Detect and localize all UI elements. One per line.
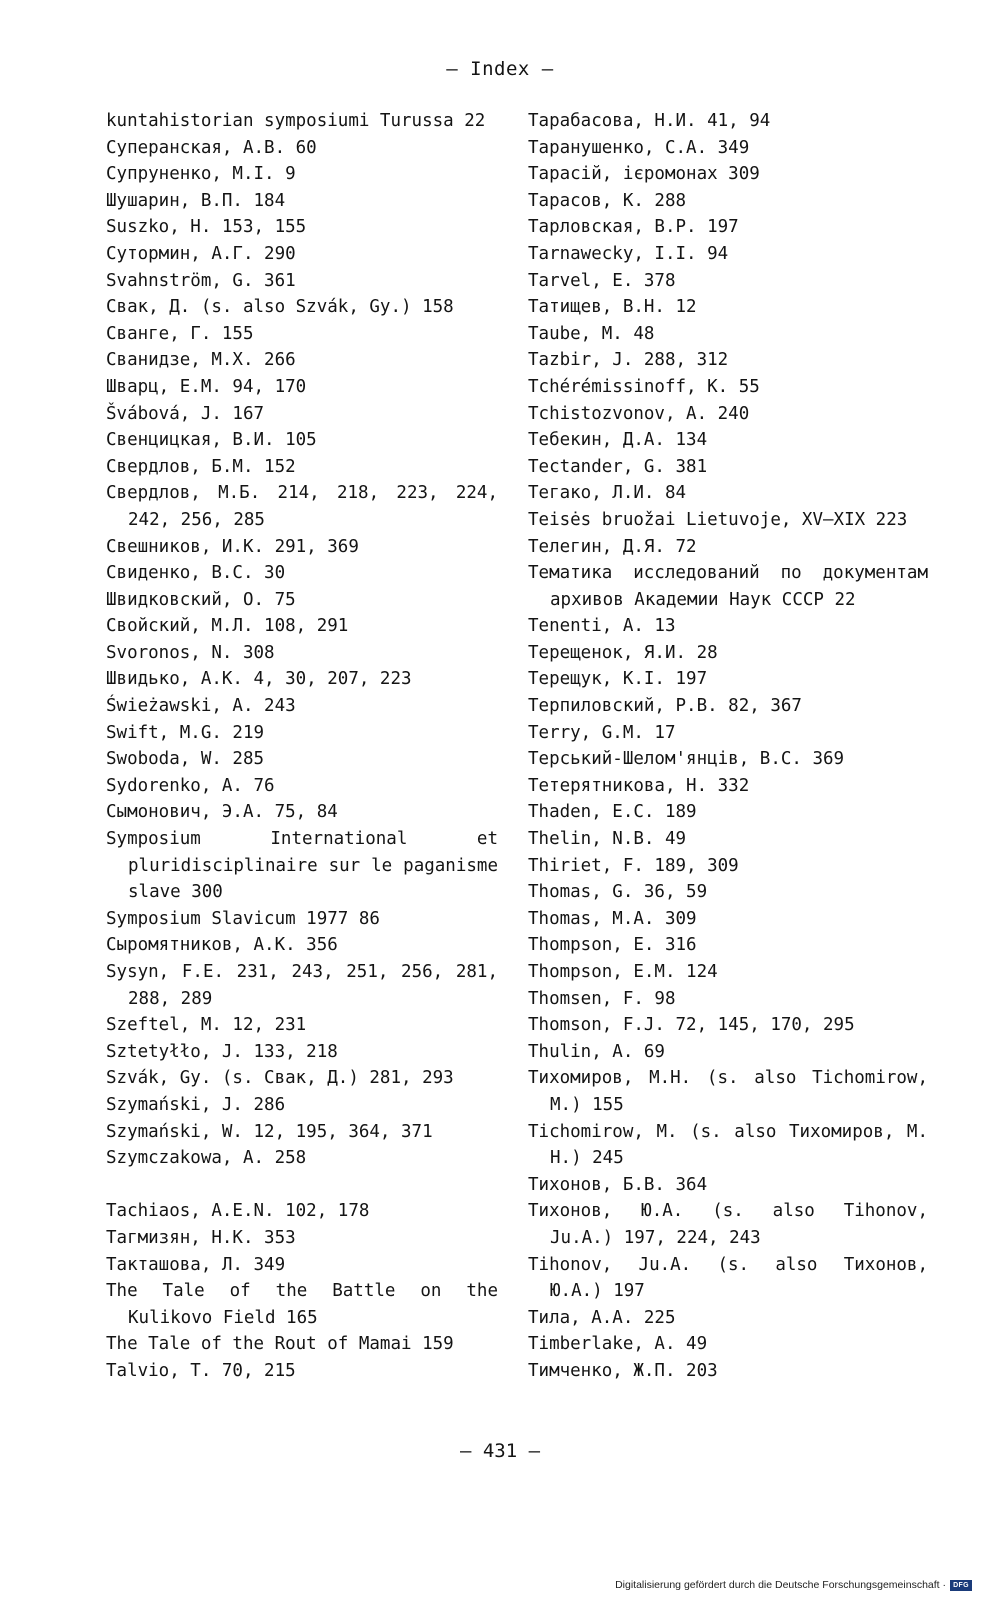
index-entry: Swoboda, W. 285 bbox=[106, 749, 265, 770]
index-entry: Szvák, Gy. (s. Свак, Д.) 281, 293 bbox=[106, 1068, 454, 1089]
index-entry: Тегако, Л.И. 84 bbox=[528, 483, 687, 504]
index-entry: Tchérémissinoff, K. 55 bbox=[528, 376, 760, 397]
page-number: – 431 – bbox=[459, 1440, 541, 1462]
index-entry: Терещук, К.I. 197 bbox=[528, 669, 708, 690]
index-entry: Сванидзе, М.Х. 266 bbox=[106, 350, 296, 371]
index-entry: Тарасій, ієромонах 309 bbox=[528, 164, 760, 185]
index-entry: Sydorenko, A. 76 bbox=[106, 775, 275, 796]
index-entry: Thompson, E.M. 124 bbox=[528, 962, 718, 982]
index-entry: Тихомиров, М.Н. (s. also Tichomirow, M.) 155 bbox=[528, 1068, 928, 1115]
index-entry: Тематика исследований по документам архивов Академии Наук СССР 22 bbox=[528, 563, 928, 610]
index-entry: Свердлов, М.Б. 214, 218, 223, 224, 242, 256, 285 bbox=[106, 483, 498, 530]
index-entry: Тарасов, К. 288 bbox=[528, 190, 687, 211]
index-entry: Szeftel, M. 12, 231 bbox=[106, 1015, 307, 1036]
index-entry: Сутормин, А.Г. 290 bbox=[106, 243, 296, 264]
index-entry: Таранушенко, С.А. 349 bbox=[528, 137, 750, 158]
index-entry: Тихонов, Ю.А. (s. also Tihonov, Ju.A.) 197, 224, 243 bbox=[528, 1201, 928, 1248]
funder-text: Digitalisierung gefördert durch die Deutsche Forschungsgemeinschaft · bbox=[615, 1579, 946, 1591]
index-entry: Thomas, G. 36, 59 bbox=[528, 882, 708, 903]
index-entry: Тихонов, Б.В. 364 bbox=[528, 1174, 708, 1195]
index-entry: Тагмизян, Н.К. 353 bbox=[106, 1227, 296, 1248]
index-entry: Tarvel, E. 378 bbox=[528, 270, 676, 291]
index-entry: Svoronos, N. 308 bbox=[106, 642, 275, 663]
index-entry: Świeżawski, A. 243 bbox=[106, 696, 296, 717]
index-entry: Сванге, Г. 155 bbox=[106, 323, 254, 344]
index-entry: Швидько, А.К. 4, 30, 207, 223 bbox=[106, 669, 412, 690]
index-entry: Sysyn, F.E. 231, 243, 251, 256, 281, 288, 289 bbox=[106, 962, 498, 1009]
index-entry: Thelin, N.B. 49 bbox=[528, 829, 687, 850]
index-entry: Tachiaos, A.E.N. 102, 178 bbox=[106, 1201, 370, 1222]
index-entry: The Tale of the Rout of Mamai 159 bbox=[106, 1334, 454, 1355]
index-entry: Talvio, T. 70, 215 bbox=[106, 1360, 296, 1381]
index-entry: Сымонович, Э.А. 75, 84 bbox=[106, 802, 338, 823]
index-entry: Tchistozvonov, A. 240 bbox=[528, 403, 750, 424]
funder-footer bbox=[615, 1579, 972, 1591]
index-entry: Татищев, В.Н. 12 bbox=[528, 297, 697, 318]
index-entry: Тарловская, В.Р. 197 bbox=[528, 217, 739, 238]
index-entry: Сыромятников, А.К. 356 bbox=[106, 935, 338, 956]
index-entry: Терський-Шелом'янців, В.С. 369 bbox=[528, 749, 845, 770]
index-entry: Taube, M. 48 bbox=[528, 323, 655, 344]
index-entry: Свойский, М.Л. 108, 291 bbox=[106, 616, 349, 637]
index-entry: Symposium Slavicum 1977 86 bbox=[106, 908, 380, 929]
index-entry: Timberlake, A. 49 bbox=[528, 1334, 708, 1355]
index-entry: Teisės bruožai Lietuvoje, XV–XIX 223 bbox=[528, 509, 908, 530]
index-entry: Тарабасова, Н.И. 41, 94 bbox=[528, 111, 771, 131]
index-entry: Тила, А.А. 225 bbox=[528, 1307, 676, 1328]
index-entry: Такташова, Л. 349 bbox=[106, 1254, 286, 1275]
index-entry: Тебекин, Д.А. 134 bbox=[528, 430, 708, 451]
index-entry: Шушарин, В.П. 184 bbox=[106, 190, 286, 211]
index-column-left bbox=[106, 108, 498, 1385]
index-entry: Свешников, И.К. 291, 369 bbox=[106, 536, 359, 557]
index-entry: Szymczakowa, A. 258 bbox=[106, 1148, 307, 1169]
index-entry: Швидковский, О. 75 bbox=[106, 589, 296, 610]
index-entry: Телегин, Д.Я. 72 bbox=[528, 536, 697, 557]
index-entry: Thaden, E.C. 189 bbox=[528, 802, 697, 823]
index-entry: Thomsen, F. 98 bbox=[528, 988, 676, 1009]
index-entry: Tarnawecky, I.I. 94 bbox=[528, 243, 729, 264]
index-entry: Švábová, J. 167 bbox=[106, 403, 265, 424]
index-entry: Thiriet, F. 189, 309 bbox=[528, 855, 739, 876]
index-entry: Шварц, Е.М. 94, 170 bbox=[106, 376, 307, 397]
index-entry: Thompson, E. 316 bbox=[528, 935, 697, 956]
index-entry: Svahnström, G. 361 bbox=[106, 270, 296, 291]
index-entry: Свенцицкая, В.И. 105 bbox=[106, 430, 317, 451]
index-entry: Thulin, A. 69 bbox=[528, 1041, 665, 1062]
index-entry: Суперанская, А.В. 60 bbox=[106, 137, 317, 158]
index-entry: Thomas, M.A. 309 bbox=[528, 908, 697, 929]
index-entry: Терпиловский, Р.В. 82, 367 bbox=[528, 696, 802, 717]
index-entry: Sztetyłło, J. 133, 218 bbox=[106, 1041, 338, 1062]
index-column-right bbox=[528, 108, 928, 1385]
running-head: – Index – bbox=[446, 58, 554, 80]
dfg-logo-icon: DFG bbox=[950, 1580, 972, 1591]
index-entry: kuntahistorian symposiumi Turussa 22 bbox=[106, 111, 486, 131]
index-entry: Tichomirow, M. (s. also Тихомиров, М. Н.) 245 bbox=[528, 1121, 928, 1169]
index-entry: Suszko, H. 153, 155 bbox=[106, 217, 307, 238]
index-entry: Tihonov, Ju.A. (s. also Тихонов, Ю.А.) 197 bbox=[528, 1254, 928, 1302]
index-entry: Terry, G.M. 17 bbox=[528, 722, 676, 743]
index-entry: Tectander, G. 381 bbox=[528, 456, 708, 477]
index-entry: Тетерятникова, Н. 332 bbox=[528, 775, 750, 796]
index-entry: Тимченко, Ж.П. 203 bbox=[528, 1360, 718, 1381]
index-entry: Супруненко, М.I. 9 bbox=[106, 164, 296, 185]
index-entry: Терещенок, Я.И. 28 bbox=[528, 642, 718, 663]
section-spacer bbox=[106, 1172, 498, 1199]
index-entry: Szymański, J. 286 bbox=[106, 1094, 286, 1115]
index-entry: Thomson, F.J. 72, 145, 170, 295 bbox=[528, 1015, 855, 1036]
index-entry: The Tale of the Battle on the Kulikovo Field 165 bbox=[106, 1281, 498, 1328]
index-entry: Свиденко, В.С. 30 bbox=[106, 563, 286, 584]
index-entry: Tenenti, A. 13 bbox=[528, 616, 676, 637]
index-entry: Tazbir, J. 288, 312 bbox=[528, 350, 729, 371]
index-entry: Свердлов, Б.М. 152 bbox=[106, 456, 296, 477]
index-entry: Szymański, W. 12, 195, 364, 371 bbox=[106, 1121, 433, 1142]
index-entry: Symposium International et pluridisciplinaire sur le paganisme slave 300 bbox=[106, 829, 498, 903]
index-entry: Свак, Д. (s. also Szvák, Gy.) 158 bbox=[106, 297, 454, 318]
index-entry: Swift, M.G. 219 bbox=[106, 722, 265, 743]
